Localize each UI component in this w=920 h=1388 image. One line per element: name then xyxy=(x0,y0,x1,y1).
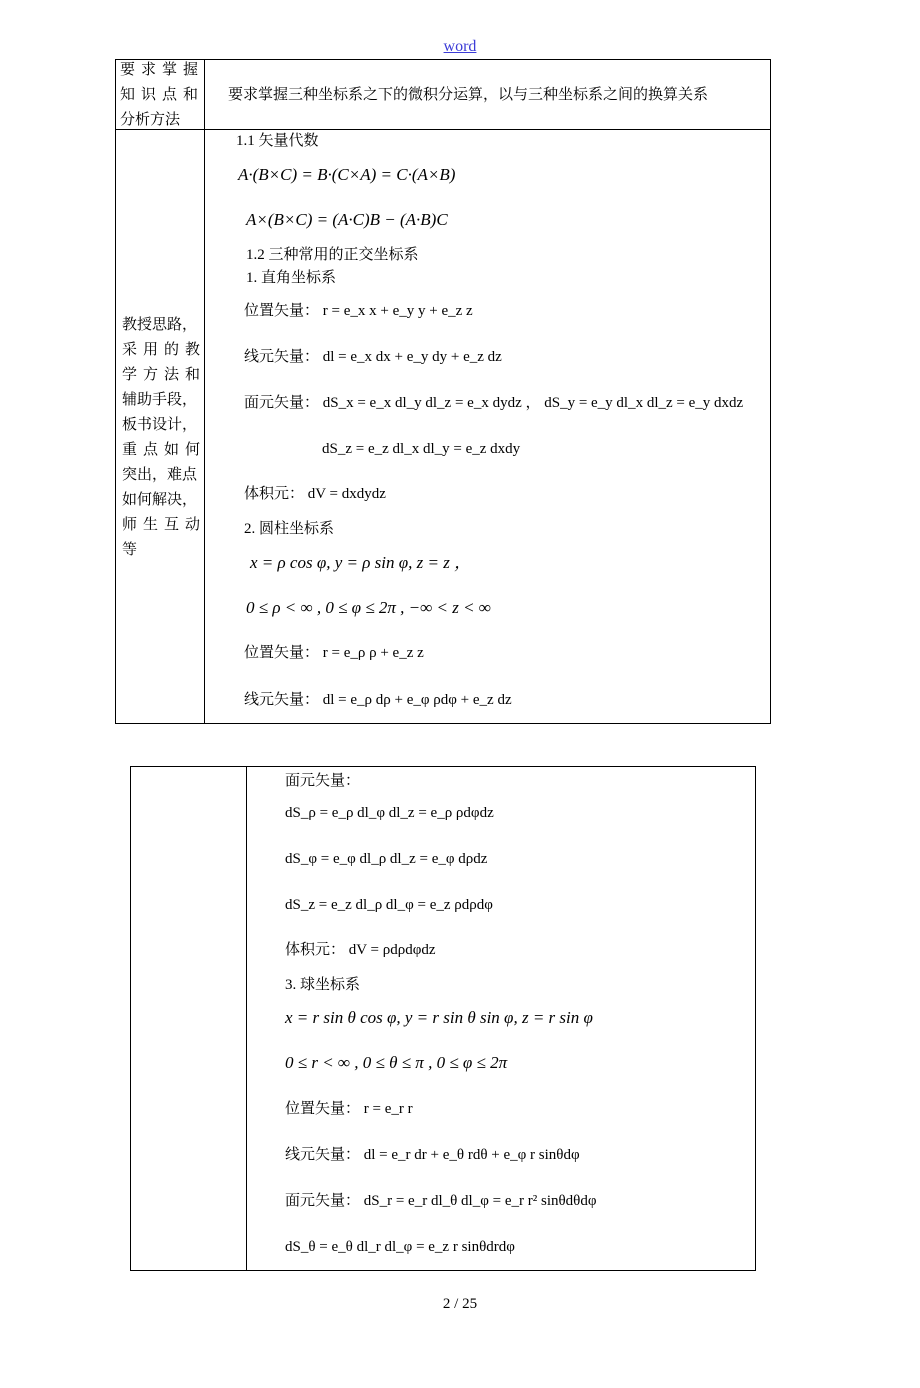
table-2-column-divider xyxy=(246,766,247,1271)
label-line: 重 点 如 何 xyxy=(122,442,200,458)
section-title: 1.1 矢量代数 xyxy=(236,133,319,149)
table-1-row-divider xyxy=(115,129,771,130)
formula-line: dS_ρ = e_ρ dl_φ dl_z = e_ρ ρdφdz xyxy=(285,805,494,821)
formula-line: 面元矢量： xyxy=(285,773,361,789)
formula-line: A·(B×C) = B·(C×A) = C·(A×B) xyxy=(238,165,456,184)
label-line: 采 用 的 教 xyxy=(122,342,200,358)
section-title: 3. 球坐标系 xyxy=(285,977,361,993)
formula-line: 线元矢量： dl = e_r dr + e_θ rdθ + e_φ r sinθdφ xyxy=(285,1147,580,1163)
label-line: 师 生 互 动 xyxy=(122,517,200,533)
formula-line: 线元矢量： dl = e_x dx + e_y dy + e_z dz xyxy=(244,349,502,365)
formula-line: 线元矢量： dl = e_ρ dρ + e_φ ρdφ + e_z dz xyxy=(244,692,512,708)
formula-line: 0 ≤ ρ < ∞ , 0 ≤ φ ≤ 2π , −∞ < z < ∞ xyxy=(246,598,491,617)
formula-line: 体积元： dV = ρdρdφdz xyxy=(285,942,436,958)
label-line: 如何解决， xyxy=(122,492,198,508)
label-line: 板书设计， xyxy=(122,417,198,433)
formula-line: dS_z = e_z dl_ρ dl_φ = e_z ρdρdφ xyxy=(285,897,493,913)
table-1-row-1-label xyxy=(120,58,198,133)
formula-line: 0 ≤ r < ∞ , 0 ≤ θ ≤ π , 0 ≤ φ ≤ 2π xyxy=(285,1053,508,1072)
formula-line: 面元矢量： dS_r = e_r dl_θ dl_φ = e_r r² sinθdθdφ xyxy=(285,1193,597,1209)
formula-line: x = ρ cos φ, y = ρ sin φ, z = z ， xyxy=(250,553,472,572)
section-title: 2. 圆柱坐标系 xyxy=(244,521,335,537)
formula-line: dS_θ = e_θ dl_r dl_φ = e_z r sinθdrdφ xyxy=(285,1239,515,1255)
header-word: word xyxy=(443,38,477,55)
formula-line: 位置矢量： r = e_x x + e_y y + e_z z xyxy=(244,303,473,319)
label-line: 知 识 点 和 xyxy=(120,87,198,103)
formula-line: 位置矢量： r = e_ρ ρ + e_z z xyxy=(244,645,424,661)
formula-line: x = r sin θ cos φ, y = r sin θ sin φ, z = r sin φ xyxy=(285,1008,593,1027)
table-1-row-2-label xyxy=(122,313,200,563)
page-number: 2 / 25 xyxy=(442,1296,478,1312)
label-line: 分析方法 xyxy=(120,112,181,128)
label-line: 学 方 法 和 xyxy=(122,367,200,383)
label-line: 突出，难点 xyxy=(122,467,198,483)
label-line: 要 求 掌 握 xyxy=(120,62,198,78)
section-title: 1.2 三种常用的正交坐标系 xyxy=(246,247,419,263)
label-line: 教授思路， xyxy=(122,317,198,333)
formula-line: dS_z = e_z dl_x dl_y = e_z dxdy xyxy=(322,441,521,457)
formula-line: A×(B×C) = (A·C)B − (A·B)C xyxy=(246,210,448,229)
formula-line: dS_φ = e_φ dl_ρ dl_z = e_φ dρdz xyxy=(285,851,488,867)
label-line: 辅助手段， xyxy=(122,392,198,408)
table-1 xyxy=(115,59,771,724)
formula-line: 体积元： dV = dxdydz xyxy=(244,486,386,502)
table-1-column-divider xyxy=(204,59,205,724)
formula-line: 位置矢量： r = e_r r xyxy=(285,1101,413,1117)
table-1-row-1-content: 要求掌握三种坐标系之下的微积分运算，以与三种坐标系之间的换算关系 xyxy=(228,87,709,103)
label-line: 等 xyxy=(122,542,138,558)
formula-line: 面元矢量： dS_x = e_x dl_y dl_z = e_x dydz ， dS_y = e_y dl_x dl_z = e_y dxdz xyxy=(244,395,744,411)
section-title: 1. 直角坐标系 xyxy=(246,270,337,286)
